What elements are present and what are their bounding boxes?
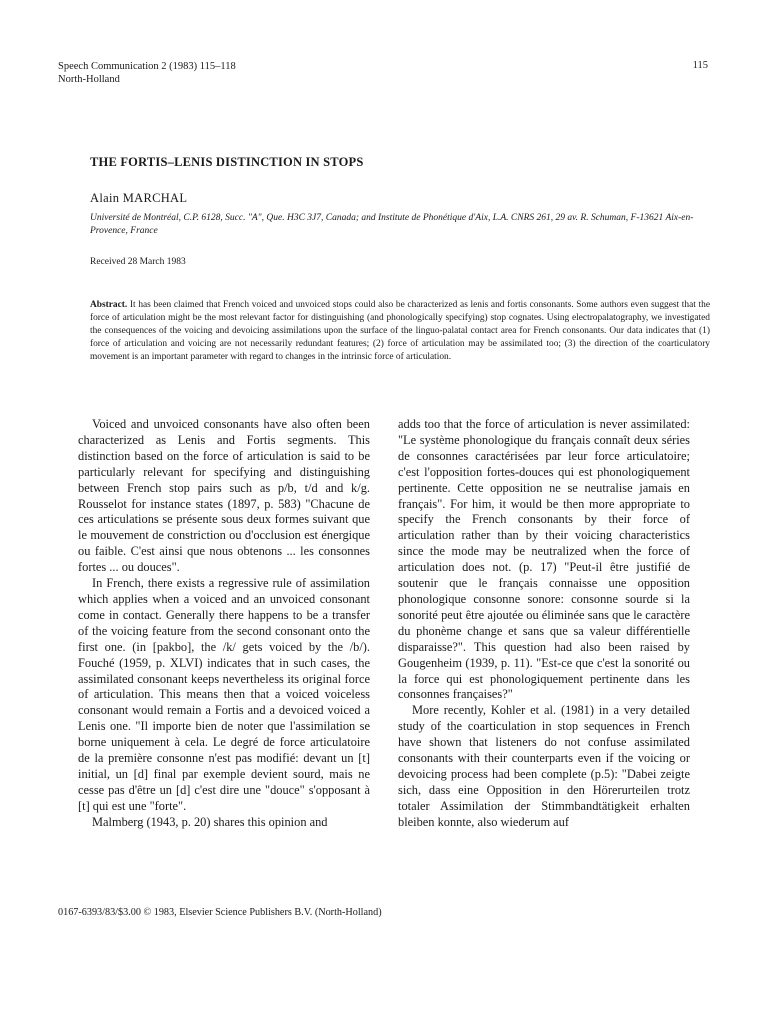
abstract — [90, 299, 710, 364]
author-affiliation: Université de Montréal, C.P. 6128, Succ. "A", Que. H3C 3J7, Canada; and Institute de Phonétique d'Aix, L.A. CNRS 261, 29 av. R. Schuman, F-13621 Aix-en-Provence, France — [90, 213, 694, 236]
page-number: 115 — [692, 60, 708, 71]
journal-header — [58, 60, 236, 86]
publisher-line: North-Holland — [58, 74, 120, 85]
body-paragraph: More recently, Kohler et al. (1981) in a very detailed study of the coarticulation in stop sequences in French have shown that listeners do not confuse assimilated consonants with their counterparts even if the voicing or devoicing process had been complete (p.5): "Dabei zeigte sich, dass eine Opposition in den Hörerurteilen trotz totaler Assimilation der Stimmbandtätigkeit erhalten bleiben konnte, also wiederum auf — [398, 703, 690, 829]
received-date: Received 28 March 1983 — [90, 257, 186, 267]
author-name: Alain MARCHAL — [90, 191, 188, 205]
copyright-footer: 0167-6393/83/$3.00 © 1983, Elsevier Science Publishers B.V. (North-Holland) — [58, 907, 382, 918]
body-paragraph: Malmberg (1943, p. 20) shares this opinion and — [92, 814, 328, 829]
abstract-text: It has been claimed that French voiced and unvoiced stops could also be characterized as lenis and fortis consonants. Some authors even suggest that the force of articulation might be the most relevant factor for distinguishing (and phonologically specifying) stop cognates. Using electropalatography, we investigated the consequences of the voicing and devoicing assimilations upon the surface of the linguo-palatal contact area for French consonants. Our data indicates that (1) force of articulation and voicing are not necessarily redundant features; (2) force of articulation may be assimilated too; (3) the direction of the coarticulatory movement is an important parameter with regard to changes in the intrinsic force of articulation. — [90, 300, 711, 363]
abstract-label: Abstract. — [90, 300, 128, 310]
paper-title: THE FORTIS–LENIS DISTINCTION IN STOPS — [90, 155, 364, 169]
body-column-left — [78, 417, 370, 831]
journal-line: Speech Communication 2 (1983) 115–118 — [58, 61, 236, 72]
body-paragraph: adds too that the force of articulation is never assimilated: "Le système phonologique du français connaît deux séries de consonnes caractérisées par leur force articulatoire; c'est l'opposition fortes-douces qui est phonologiquement pertinente. Cette opposition ne se neutralise jamais en français". For him, it would be then more appropriate to specify the French consonants by their force of articulation rather than by their voicing characteristics since the mode may be neutralized when the force of articulation does not. (p. 17) "Peut-il être justifié de soutenir que le français connaisse une opposition phonologique consonne sonore: consonne sourde si la sonorité peut être ajoutée ou éliminée sans que le caractère du phonème change et sans que sa valeur différentielle disparaisse?". This question had also been raised by Gougenheim (1939, p. 11). "Est-ce que c'est la sonorité ou la force qui est phonologiquement pertinente dans les consonnes françaises?" — [398, 417, 690, 702]
body-paragraph: In French, there exists a regressive rule of assimilation which applies when a voiced and an unvoiced consonant come in contact. Generally there happens to be a transfer of the voicing feature from the second consonant onto the first one. (in [pakbo], the /k/ gets voiced by the /b/). Fouché (1959, p. XLVI) indicates that in such cases, the assimilated consonant keeps nevertheless its original force of articulation. This means then that a voiced voiceless consonant would remain a Fortis and a devoiced voiced a Lenis one. "Il importe bien de noter que l'assimilation se borne uniquement à cela. Le degré de force articulatoire de la première consonne n'est pas modifié: devant un [t] initial, un [d] final par exemple devient sourd, mais ne cesse pas d'être un [d] c'est dire une "douce" s'opposant à [t] qui est une "forte". — [78, 576, 370, 813]
body-paragraph: Voiced and unvoiced consonants have also often been characterized as Lenis and Fortis segments. This distinction based on the force of articulation is said to be particularly relevant for specifying and distinguishing between French stop pairs such as p/b, t/d and k/g. Rousselot for instance states (1897, p. 583) "Chacune de ces articulations se présente sous deux formes suivant que le mouvement de constriction ou d'occlusion est énergique ou faible. C'est ainsi que nous obtenons ... les consonnes fortes ... ou douces". — [78, 417, 370, 575]
body-column-right — [398, 417, 690, 831]
